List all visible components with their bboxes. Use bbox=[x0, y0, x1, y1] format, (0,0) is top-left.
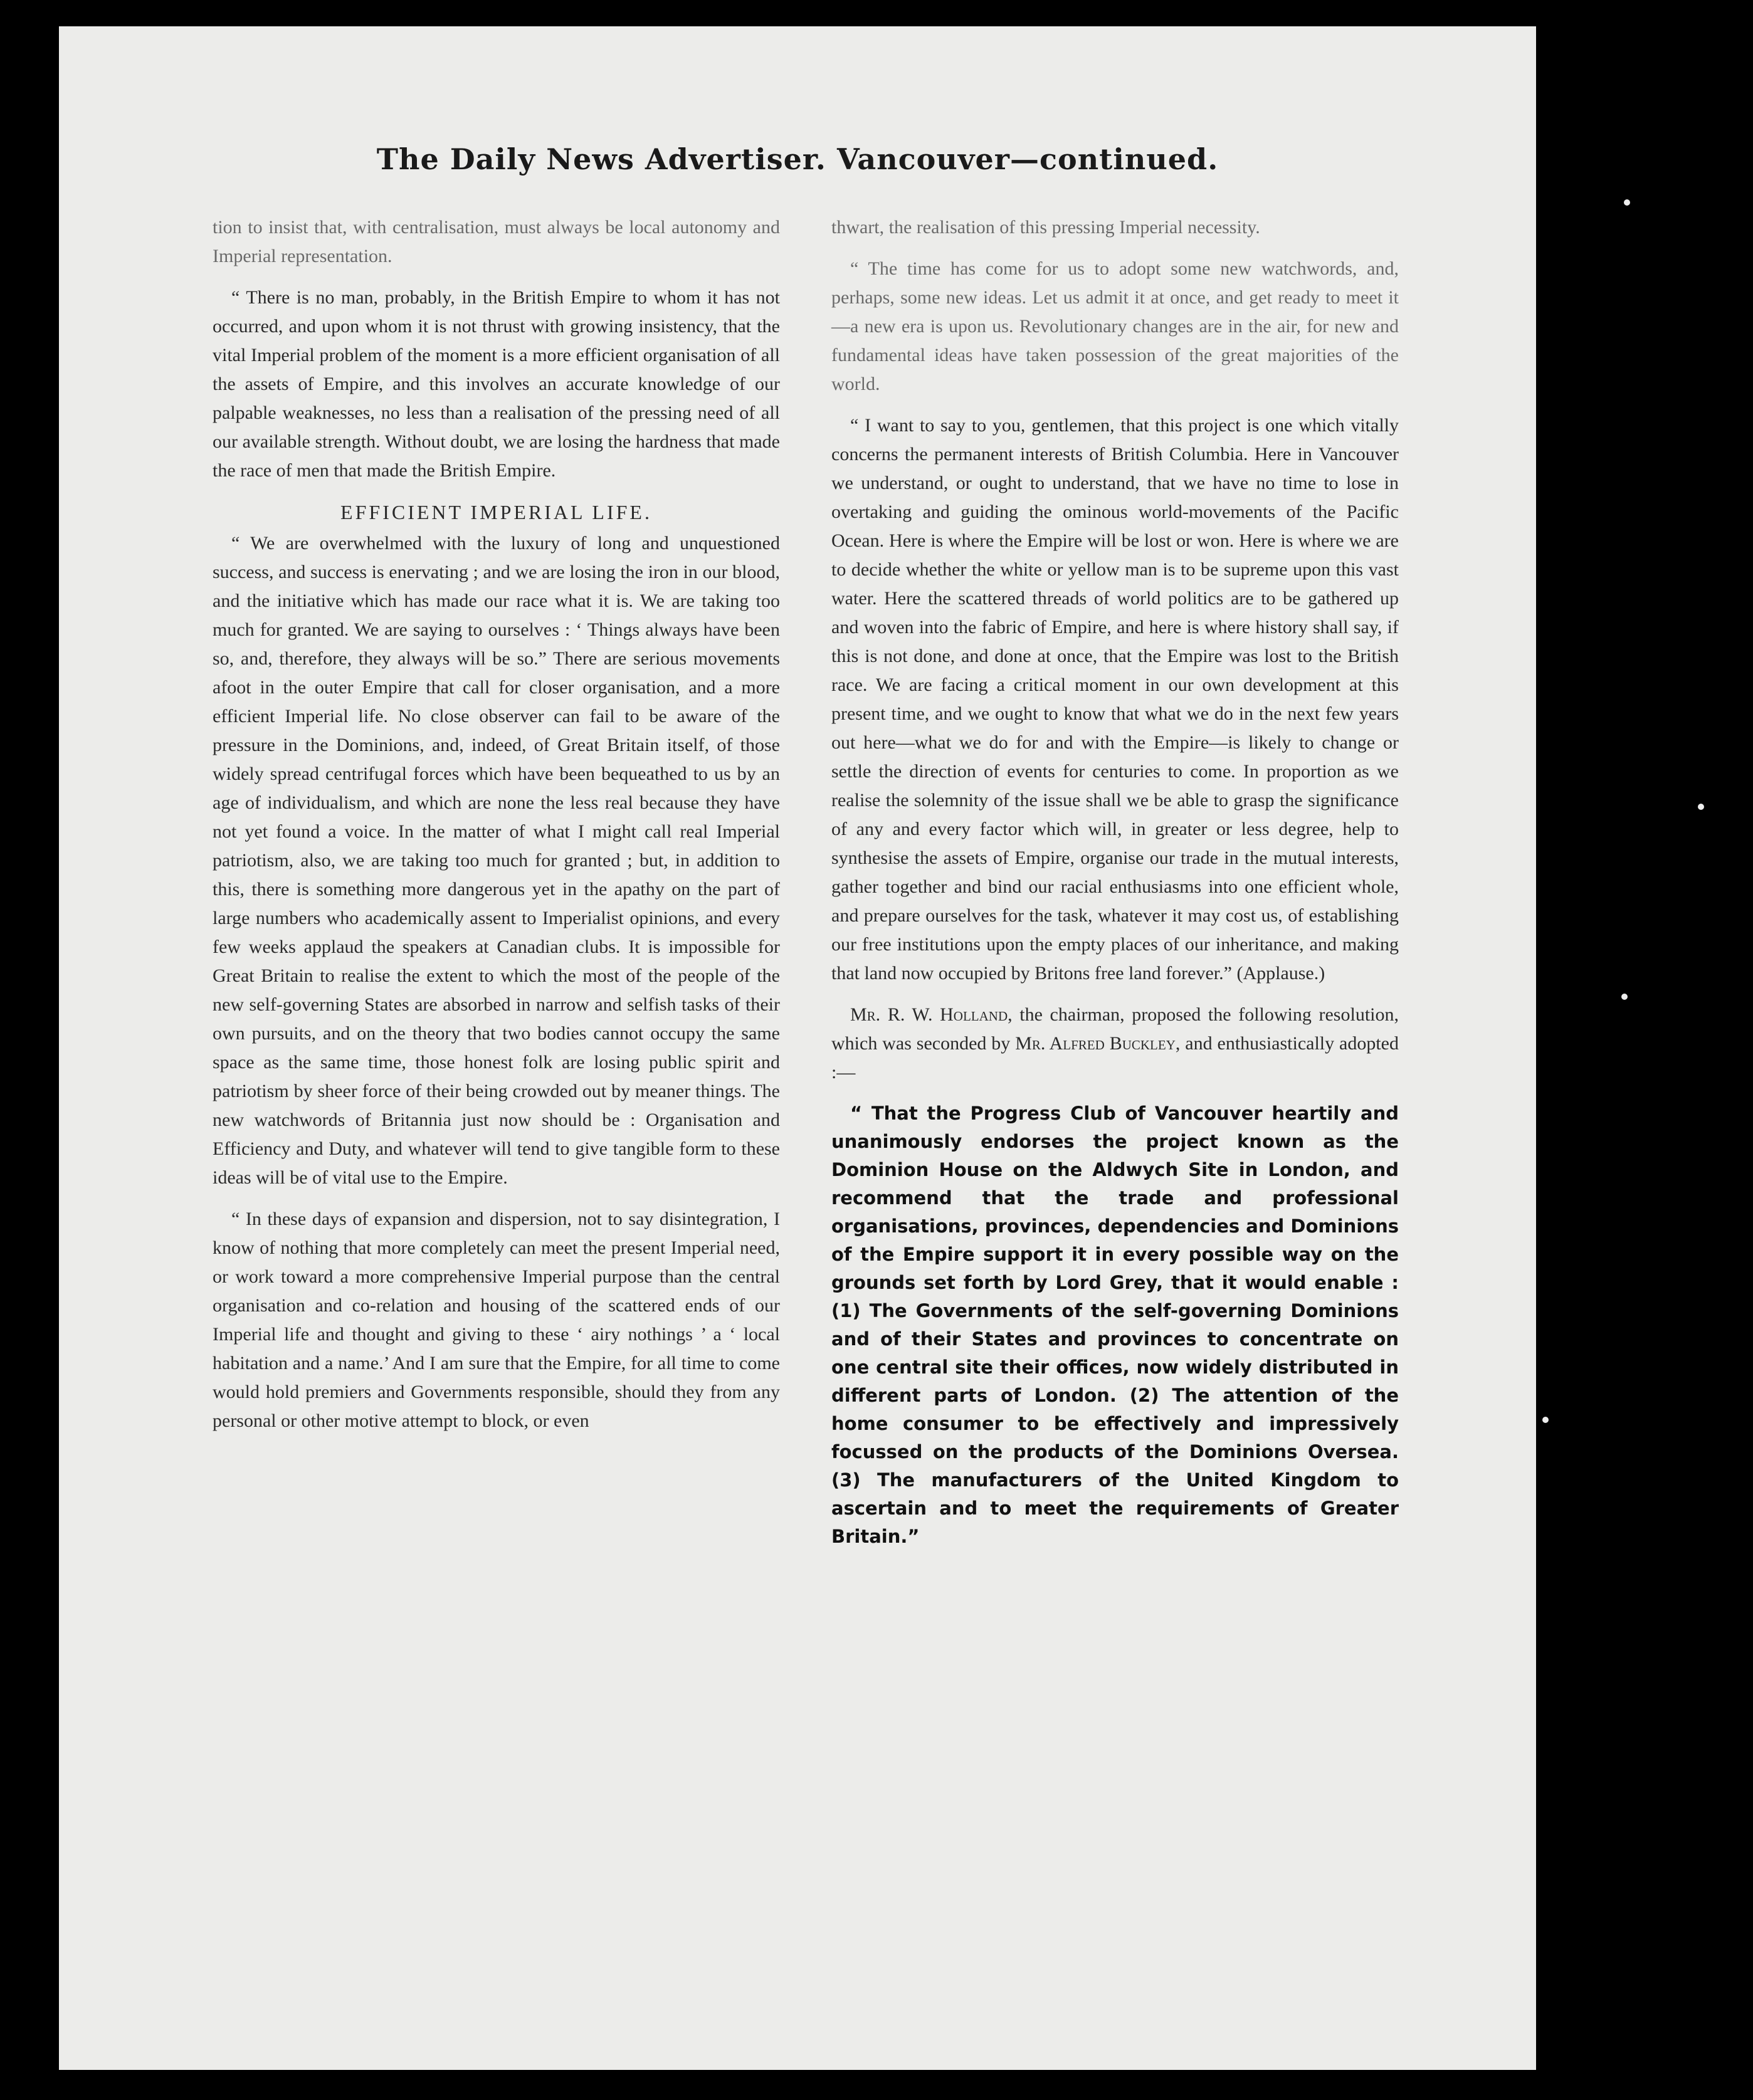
resolution-intro-text: the chairman, proposed the following resolution, which was seconded by bbox=[831, 1004, 1399, 1054]
paragraph: “ We are overwhelmed with the luxury of long and unquestioned success, and success is enervating ; and we are losing the iron in our blood, and the initiative which has made our race what it is. We are taking too much for granted. We are saying to ourselves : ‘ Things always have been so, and, therefore, they always will be so.” There are serious movements afoot in the outer Empire that call for closer organisation, and a more efficient Imperial life. No close observer can fail to be aware of the pressure in the Dominions, and, indeed, of Great Britain itself, of those widely spread centrifugal forces which have been bequeathed to us by an age of individualism, and which are none the less real because they have not yet found a voice. In the matter of what I might call real Imperial patriotism, also, we are taking too much for granted ; but, in addition to this, there is something more dangerous yet in the apathy on the part of large numbers who academically assent to Imperialist opinions, and every few weeks applaud the speakers at Canadian clubs. It is impossible for Great Britain to realise the extent to which the most of the people of the new self-governing States are absorbed in narrow and selfish tasks of their own pursuits, and on the theory that two bodies cannot occupy the same space as the same time, those honest folk are losing public spirit and patriotism by sheer force of their being crowded out by meaner things. The new watchwords of Britannia just now should be : Organisation and Efficiency and Duty, and whatever will tend to give tangible form to these ideas will be of vital use to the Empire. bbox=[213, 533, 780, 1188]
document-page bbox=[59, 26, 1536, 2070]
paragraph: “ There is no man, probably, in the British Empire to whom it has not occurred, and upon whom it is not thrust with growing insistency, that the vital Imperial problem of the moment is a more efficient organisation of all the assets of Empire, and this involves an accurate knowledge of our palpable weaknesses, no less than a realisation of the pressing need of all our available strength. Without doubt, we are losing the hardness that made the race of men that made the British Empire. bbox=[213, 287, 780, 481]
section-heading: EFFICIENT IMPERIAL LIFE. bbox=[340, 501, 652, 523]
dust-speck bbox=[1698, 804, 1704, 810]
paragraph: tion to insist that, with centralisation, must always be local autonomy and Imperial representation. bbox=[213, 217, 780, 266]
chairman-name: Mr. R. W. Holland, bbox=[850, 1004, 1013, 1025]
seconder-name: Mr. Alfred Buckley, bbox=[1015, 1033, 1181, 1054]
right-column bbox=[831, 213, 1399, 1563]
resolution-text: “ That the Progress Club of Vancouver heartily and unanimously endorses the project known as the Dominion House on the Aldwych Site in London, and recommend that the trade and professional organisations, provinces, dependencies and Dominions of the Empire support it in every possible way on the grounds set forth by Lord Grey, that it would enable : (1) The Governments of the self-governing Dominions and of their States and provinces to concentrate on one central site their offices, now widely distributed in different parts of London. (2) The attention of the home consumer to be effectively and impressively focussed on the products of the Dominions Oversea. (3) The manufacturers of the United Kingdom to ascertain and to meet the requirements of Greater Britain.” bbox=[831, 1103, 1399, 1547]
paragraph: “ I want to say to you, gentlemen, that this project is one which vitally concerns the permanent interests of British Columbia. Here in Vancouver we understand, or ought to understand, that we have no time to lose in overtaking and guiding the ominous world-movements of the Pacific Ocean. Here is where the Empire will be lost or won. Here is where we are to decide whether the white or yellow man is to be supreme upon this vast water. Here the scattered threads of world politics are to be gathered up and woven into the fabric of Empire, and here is where history shall say, if this is not done, and done at once, that the Empire was lost to the British race. We are facing a critical moment in our own development at this present time, and we ought to know that what we do in the next few years out here—what we do for and with the Empire—is likely to change or settle the direction of events for centuries to come. In proportion as we realise the solemnity of the issue shall we be able to grasp the significance of any and every factor which will, in greater or less degree, help to synthesise the assets of Empire, organise our trade in the mutual interests, gather together and bind our racial enthusiasms into one efficient whole, and prepare ourselves for the task, whatever it may cost us, of establishing our free institutions upon the empty places of our inheritance, and making that land now occupied by Britons free land forever.” (Applause.) bbox=[831, 415, 1399, 984]
paragraph: “ In these days of expansion and dispersion, not to say disintegration, I know of nothing that more completely can meet the present Imperial need, or work toward a more comprehensive Imperial purpose than the central organisation and co-relation and housing of the scattered ends of our Imperial life and thought and giving to these ‘ airy nothings ’ a ‘ local habitation and a name.’ And I am sure that the Empire, for all time to come would hold premiers and Governments responsible, should they from any personal or other motive attempt to block, or even bbox=[213, 1209, 780, 1431]
resolution-intro bbox=[831, 1000, 1399, 1087]
dust-speck bbox=[1624, 199, 1630, 206]
paragraph: thwart, the realisation of this pressing Imperial necessity. bbox=[831, 217, 1260, 238]
resolution-intro-end: and enthusiastically adopted :— bbox=[831, 1033, 1399, 1083]
dust-speck bbox=[1621, 994, 1628, 1000]
running-header: The Daily News Advertiser. Vancouver—continued. bbox=[376, 142, 1219, 176]
left-column bbox=[213, 213, 780, 1448]
paragraph: “ The time has come for us to adopt some new watchwords, and, perhaps, some new ideas. Let us admit it at once, and get ready to meet it—a new era is upon us. Revolutionary changes are in the air, for new and fundamental ideas have taken possession of the great majorities of the world. bbox=[831, 258, 1399, 394]
dust-speck bbox=[1542, 1417, 1549, 1423]
